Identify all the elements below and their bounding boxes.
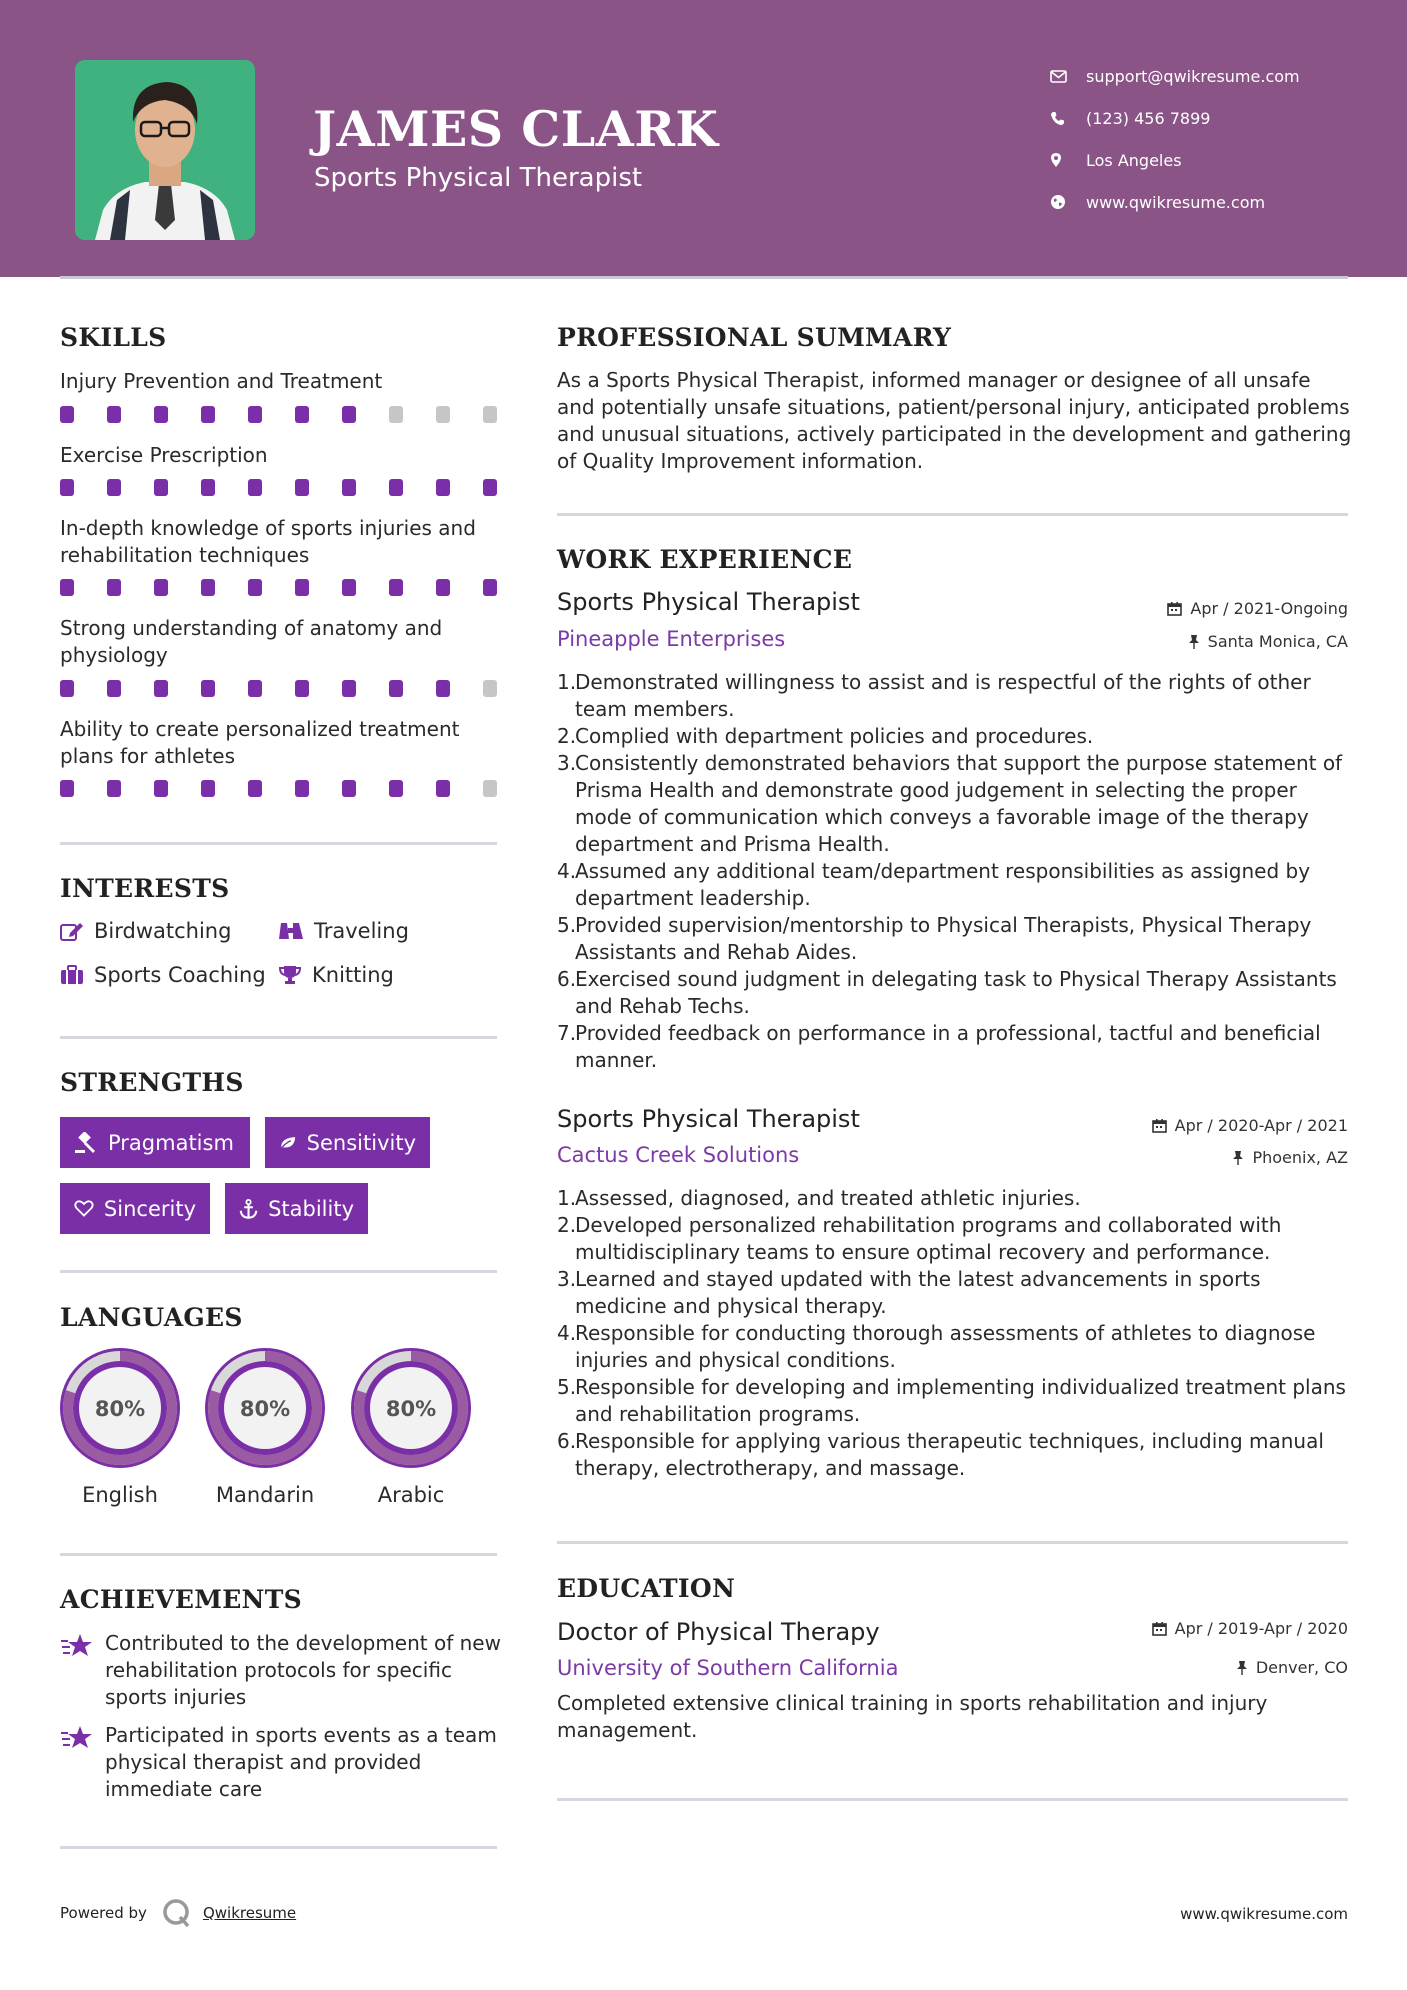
- rating-dot-filled: [60, 680, 74, 697]
- contact-list: [1050, 55, 1350, 223]
- skill-label: Exercise Prescription: [60, 443, 268, 467]
- globe-icon: [1050, 194, 1086, 210]
- duty-text: Assessed, diagnosed, and treated athletic injuries.: [575, 1186, 1081, 1210]
- skills-heading: SKILLS: [60, 323, 167, 352]
- rating-dot-filled: [154, 579, 168, 596]
- duty-item: [557, 669, 1357, 723]
- section-divider: [60, 1553, 497, 1556]
- language-percent: 80%: [385, 1397, 437, 1421]
- job-role: Sports Physical Therapist: [557, 1105, 860, 1133]
- calendar-icon: [1152, 1118, 1167, 1133]
- rating-dot-filled: [154, 680, 168, 697]
- education-school: University of Southern California: [557, 1656, 899, 1680]
- rating-dot-filled: [483, 479, 497, 496]
- education-location-text: Denver, CO: [1255, 1658, 1348, 1677]
- rating-dot-filled: [248, 680, 262, 697]
- leaf-icon: [279, 1133, 297, 1153]
- duty-number: 3.: [557, 751, 577, 775]
- job-location: [1232, 1148, 1348, 1167]
- duty-text: Responsible for applying various therapeutic techniques, including manual therapy, electrotherapy, and massage.: [575, 1429, 1324, 1480]
- skill-rating: [60, 479, 500, 497]
- contact-email[interactable]: [1050, 55, 1350, 97]
- job-company: Cactus Creek Solutions: [557, 1143, 800, 1167]
- rating-dot-filled: [60, 780, 74, 797]
- rating-dot-filled: [201, 579, 215, 596]
- duty-item: [557, 1020, 1357, 1074]
- rating-dot-filled: [483, 579, 497, 596]
- star-icon: [60, 1724, 93, 1750]
- footer-brand-link[interactable]: Qwikresume: [202, 1904, 297, 1922]
- duty-item: [557, 1428, 1357, 1482]
- rating-dot-filled: [248, 406, 262, 423]
- skill-label: Strong understanding of anatomy and physiology: [60, 616, 443, 667]
- candidate-title: Sports Physical Therapist: [314, 163, 643, 193]
- rating-dot-filled: [436, 579, 450, 596]
- rating-dot-filled: [154, 406, 168, 423]
- rating-dot-filled: [60, 479, 74, 496]
- rating-dot-filled: [248, 579, 262, 596]
- skill-label: Injury Prevention and Treatment: [60, 369, 383, 393]
- location-pin-icon: [1050, 152, 1086, 168]
- experience-heading: WORK EXPERIENCE: [557, 545, 853, 574]
- duty-item: [557, 966, 1357, 1020]
- rating-dot-filled: [436, 479, 450, 496]
- trophy-icon: [278, 965, 302, 985]
- language-ring: [59, 1347, 181, 1469]
- rating-dot-filled: [389, 780, 403, 797]
- duty-number: 1.: [557, 1186, 577, 1210]
- duty-number: 4.: [557, 859, 577, 883]
- duty-number: 6.: [557, 1429, 577, 1453]
- skill-rating: [60, 579, 500, 597]
- section-divider: [557, 513, 1348, 516]
- language-name: Arabic: [377, 1483, 445, 1507]
- language-percent: 80%: [239, 1397, 291, 1421]
- edit-icon: [60, 921, 84, 941]
- contact-email-text: support@qwikresume.com: [1086, 66, 1300, 86]
- duty-text: Developed personalized rehabilitation programs and collaborated with multidisciplinary teams to ensure optimal recovery and performance.: [575, 1213, 1282, 1264]
- strengths-heading: STRENGTHS: [60, 1068, 244, 1097]
- duty-number: 7.: [557, 1021, 577, 1045]
- duty-text: Responsible for conducting thorough assessments of athletes to diagnose injuries and physical conditions.: [575, 1321, 1316, 1372]
- strength-label: Stability: [268, 1196, 354, 1221]
- summary-heading: PROFESSIONAL SUMMARY: [557, 323, 952, 352]
- interest-label: Birdwatching: [94, 919, 232, 943]
- achievement-item: [60, 1722, 510, 1803]
- duty-text: Complied with department policies and procedures.: [575, 724, 1094, 748]
- skill-label: Ability to create personalized treatment plans for athletes: [60, 717, 460, 768]
- heart-icon: [74, 1198, 94, 1219]
- interest-item: [60, 919, 231, 943]
- skill-label: In-depth knowledge of sports injuries and rehabilitation techniques: [60, 516, 476, 567]
- job-dates-text: Apr / 2020-Apr / 2021: [1174, 1116, 1348, 1135]
- rating-dot-filled: [201, 479, 215, 496]
- job-dates-text: Apr / 2021-Ongoing: [1190, 599, 1348, 618]
- calendar-icon: [1152, 1621, 1167, 1636]
- duty-item: [557, 750, 1357, 858]
- rating-dot-filled: [107, 579, 121, 596]
- duty-number: 5.: [557, 1375, 577, 1399]
- rating-dot-filled: [154, 780, 168, 797]
- section-divider: [557, 1798, 1348, 1801]
- language-ring: [204, 1347, 326, 1469]
- strength-label: Sensitivity: [306, 1130, 416, 1155]
- duty-text: Demonstrated willingness to assist and is respectful of the rights of other team members.: [575, 670, 1311, 721]
- duty-number: 2.: [557, 1213, 577, 1237]
- header-divider: [60, 276, 1348, 279]
- rating-dot-filled: [342, 579, 356, 596]
- duty-item: [557, 912, 1357, 966]
- rating-dot-filled: [248, 780, 262, 797]
- contact-phone-text: (123) 456 7899: [1086, 108, 1211, 128]
- anchor-icon: [239, 1197, 258, 1221]
- summary-text: As a Sports Physical Therapist, informed manager or designee of all unsafe and potentially unsafe situations, patient/personal injury, anticipated problems and unusual situations, actively participated in the development and gathering of Quality Improvement information.: [557, 368, 1352, 473]
- duty-text: Consistently demonstrated behaviors that support the purpose statement of Prisma Health and demonstrate good judgement in selecting the proper mode of communication which conveys a favorable image of the therapy department and Prisma Health.: [575, 751, 1343, 856]
- rating-dot-filled: [60, 579, 74, 596]
- duty-item: [557, 723, 1357, 750]
- education-degree: Doctor of Physical Therapy: [557, 1618, 880, 1646]
- achievements-heading: ACHIEVEMENTS: [60, 1585, 302, 1614]
- duty-number: 5.: [557, 913, 577, 937]
- skill-rating: [60, 406, 500, 424]
- section-divider: [60, 1846, 497, 1849]
- duty-text: Assumed any additional team/department responsibilities as assigned by department leadership.: [575, 859, 1311, 910]
- duty-text: Provided supervision/mentorship to Physical Therapists, Physical Therapy Assistants and Rehab Aides.: [575, 913, 1312, 964]
- section-divider: [60, 842, 497, 845]
- gavel-icon: [74, 1132, 98, 1154]
- rating-dot-filled: [154, 479, 168, 496]
- rating-dot-filled: [436, 680, 450, 697]
- strength-chip: [60, 1117, 250, 1168]
- language-percent: 80%: [94, 1397, 146, 1421]
- binoculars-icon: [278, 921, 304, 941]
- rating-dot-filled: [342, 780, 356, 797]
- education-dates-text: Apr / 2019-Apr / 2020: [1174, 1619, 1348, 1638]
- rating-dot-empty: [436, 406, 450, 423]
- profile-photo: [75, 60, 255, 240]
- achievement-item: [60, 1630, 510, 1711]
- job-dates: [1167, 599, 1348, 618]
- duty-text: Exercised sound judgment in delegating task to Physical Therapy Assistants and Rehab Techs.: [575, 967, 1337, 1018]
- rating-dot-empty: [483, 680, 497, 697]
- rating-dot-filled: [389, 579, 403, 596]
- rating-dot-filled: [295, 579, 309, 596]
- section-divider: [60, 1270, 497, 1273]
- rating-dot-filled: [201, 780, 215, 797]
- duty-item: [557, 1374, 1357, 1428]
- rating-dot-filled: [389, 680, 403, 697]
- duty-number: 1.: [557, 670, 577, 694]
- interest-label: Traveling: [314, 919, 409, 943]
- job-duties: [557, 1185, 1357, 1482]
- contact-website-text: www.qwikresume.com: [1086, 192, 1266, 212]
- calendar-icon: [1167, 601, 1182, 616]
- rating-dot-filled: [201, 680, 215, 697]
- strength-chip: [265, 1117, 430, 1168]
- contact-location-text: Los Angeles: [1086, 150, 1182, 170]
- education-heading: EDUCATION: [557, 1574, 736, 1603]
- rating-dot-filled: [107, 780, 121, 797]
- pushpin-icon: [1232, 1150, 1244, 1165]
- contact-phone[interactable]: [1050, 97, 1350, 139]
- rating-dot-empty: [389, 406, 403, 423]
- achievement-text: Participated in sports events as a team physical therapist and provided immediate care: [105, 1723, 497, 1801]
- rating-dot-filled: [436, 780, 450, 797]
- rating-dot-filled: [342, 406, 356, 423]
- education-description: Completed extensive clinical training in sports rehabilitation and injury management.: [557, 1691, 1268, 1742]
- strength-chip: [60, 1183, 210, 1234]
- interest-label: Knitting: [312, 963, 394, 987]
- duty-text: Learned and stayed updated with the latest advancements in sports medicine and physical therapy.: [575, 1267, 1261, 1318]
- pushpin-icon: [1236, 1660, 1248, 1675]
- envelope-icon: [1050, 70, 1086, 83]
- rating-dot-empty: [483, 406, 497, 423]
- rating-dot-filled: [60, 406, 74, 423]
- interest-item: [60, 963, 266, 987]
- job-duties: [557, 669, 1357, 1074]
- section-divider: [557, 1541, 1348, 1544]
- duty-number: 4.: [557, 1321, 577, 1345]
- interest-item: [278, 919, 409, 943]
- powered-by-text: Powered by: [60, 1904, 147, 1922]
- strength-label: Pragmatism: [108, 1130, 234, 1155]
- job-location: [1188, 632, 1348, 651]
- skill-rating: [60, 780, 500, 798]
- duty-item: [557, 1266, 1357, 1320]
- interest-item: [278, 963, 394, 987]
- duty-text: Provided feedback on performance in a professional, tactful and beneficial manner.: [575, 1021, 1321, 1072]
- job-company: Pineapple Enterprises: [557, 627, 786, 651]
- rating-dot-filled: [295, 780, 309, 797]
- qwikresume-logo-icon: [161, 1897, 193, 1929]
- duty-item: [557, 1320, 1357, 1374]
- languages-heading: LANGUAGES: [60, 1303, 243, 1332]
- pushpin-icon: [1188, 634, 1200, 649]
- job-location-text: Santa Monica, CA: [1207, 632, 1348, 651]
- rating-dot-filled: [295, 680, 309, 697]
- rating-dot-filled: [342, 479, 356, 496]
- duty-number: 6.: [557, 967, 577, 991]
- education-dates: [1152, 1619, 1348, 1638]
- language-ring: [350, 1347, 472, 1469]
- briefcase-icon: [60, 965, 84, 985]
- star-icon: [60, 1632, 93, 1658]
- achievement-text: Contributed to the development of new rehabilitation protocols for specific sports injuries: [105, 1631, 501, 1709]
- rating-dot-empty: [483, 780, 497, 797]
- interests-heading: INTERESTS: [60, 874, 230, 903]
- duty-item: [557, 1185, 1357, 1212]
- interest-label: Sports Coaching: [94, 963, 266, 987]
- rating-dot-filled: [107, 479, 121, 496]
- skill-rating: [60, 680, 500, 698]
- duty-item: [557, 1212, 1357, 1266]
- footer-powered-by: [60, 1897, 296, 1929]
- language-name: English: [82, 1483, 158, 1507]
- duty-text: Responsible for developing and implementing individualized treatment plans and rehabilitation programs.: [575, 1375, 1346, 1426]
- duty-number: 3.: [557, 1267, 577, 1291]
- strength-chip: [225, 1183, 368, 1234]
- duty-item: [557, 858, 1357, 912]
- rating-dot-filled: [107, 680, 121, 697]
- rating-dot-filled: [248, 479, 262, 496]
- rating-dot-filled: [295, 479, 309, 496]
- contact-website[interactable]: [1050, 181, 1350, 223]
- job-dates: [1152, 1116, 1348, 1135]
- rating-dot-filled: [342, 680, 356, 697]
- job-location-text: Phoenix, AZ: [1252, 1148, 1348, 1167]
- footer-website[interactable]: www.qwikresume.com: [1180, 1905, 1348, 1923]
- contact-location: [1050, 139, 1350, 181]
- rating-dot-filled: [107, 406, 121, 423]
- rating-dot-filled: [295, 406, 309, 423]
- language-name: Mandarin: [215, 1483, 315, 1507]
- rating-dot-filled: [201, 406, 215, 423]
- duty-number: 2.: [557, 724, 577, 748]
- job-role: Sports Physical Therapist: [557, 588, 860, 616]
- strength-label: Sincerity: [103, 1196, 196, 1221]
- education-location: [1236, 1658, 1348, 1677]
- section-divider: [60, 1036, 497, 1039]
- rating-dot-filled: [389, 479, 403, 496]
- phone-icon: [1050, 111, 1086, 126]
- candidate-name: JAMES CLARK: [313, 100, 719, 158]
